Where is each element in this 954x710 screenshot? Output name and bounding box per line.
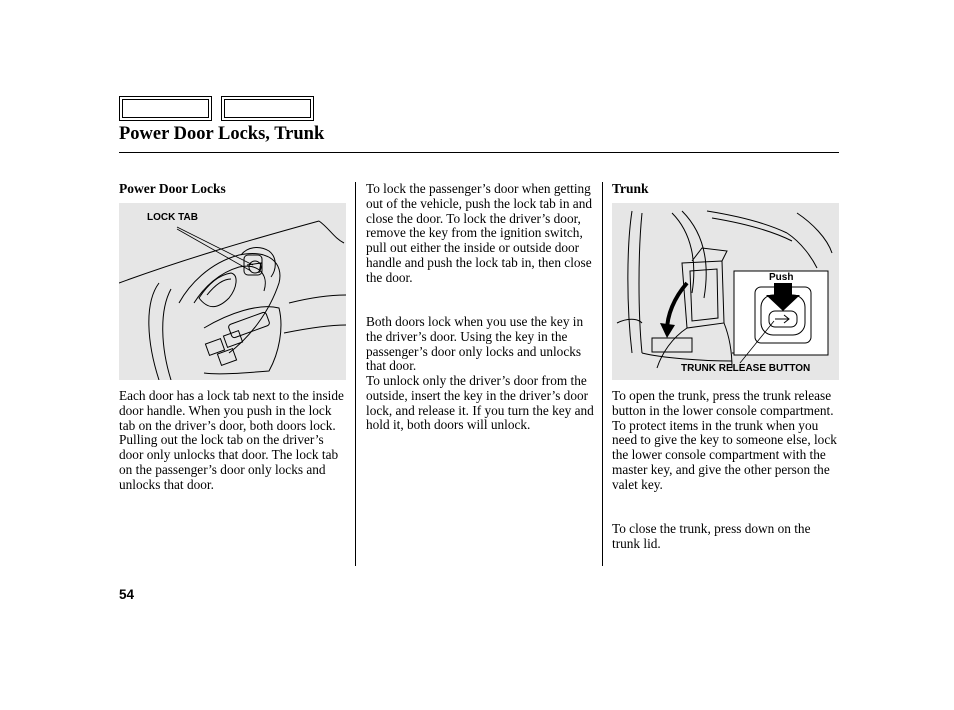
console-illustration	[612, 203, 839, 380]
close-trunk-paragraph: To close the trunk, press down on the trunk lid.	[612, 521, 811, 551]
door-lock-illustration	[119, 203, 346, 380]
lock-tab-figure	[119, 203, 346, 380]
lock-tab-description: Each door has a lock tab next to the inside door handle. When you push in the lock tab on the driver’s door, both doors lock. Pulling out the lock tab on the driver’s door only unlocks that door. The lock tab on the passenger’s door only locks and unlocks that door.	[119, 388, 344, 492]
page-number: 54	[119, 587, 135, 602]
title-divider	[119, 152, 839, 153]
column-divider-1	[355, 182, 356, 566]
trunk-release-button-label: TRUNK RELEASE BUTTON	[681, 363, 811, 374]
power-door-locks-heading: Power Door Locks	[119, 181, 226, 196]
page-title: Power Door Locks, Trunk	[119, 124, 325, 144]
nav-tab-box-1[interactable]	[119, 96, 212, 121]
open-trunk-paragraph: To open the trunk, press the trunk release button in the lower console compartment. To protect items in the trunk when you need to give the key to someone else, lock the lower console compartment with the master key, and give the other person the valet key.	[612, 388, 837, 492]
nav-tab-box-2-inner	[224, 99, 311, 118]
nav-tab-box-1-inner	[122, 99, 209, 118]
lock-tab-label: LOCK TAB	[147, 212, 198, 223]
column-divider-2	[602, 182, 603, 566]
trunk-heading: Trunk	[612, 181, 649, 196]
trunk-release-figure	[612, 203, 839, 380]
unlock-driver-door-paragraph: To unlock only the driver’s door from the outside, insert the key in the driver’s door lock, and release it. If you turn the key and hold it, both doors will unlock.	[366, 373, 594, 433]
lock-passenger-door-paragraph: To lock the passenger’s door when getting out of the vehicle, push the lock tab in and close the door. To lock the driver’s door, remove the key from the ignition switch, pull out either the inside or outside door handle and push the lock tab in, then close the door.	[366, 181, 592, 285]
push-label: Push	[769, 272, 794, 283]
key-lock-paragraph: Both doors lock when you use the key in the driver’s door. Using the key in the passenger’s door only locks and unlocks that door.	[366, 314, 584, 374]
nav-tab-box-2[interactable]	[221, 96, 314, 121]
